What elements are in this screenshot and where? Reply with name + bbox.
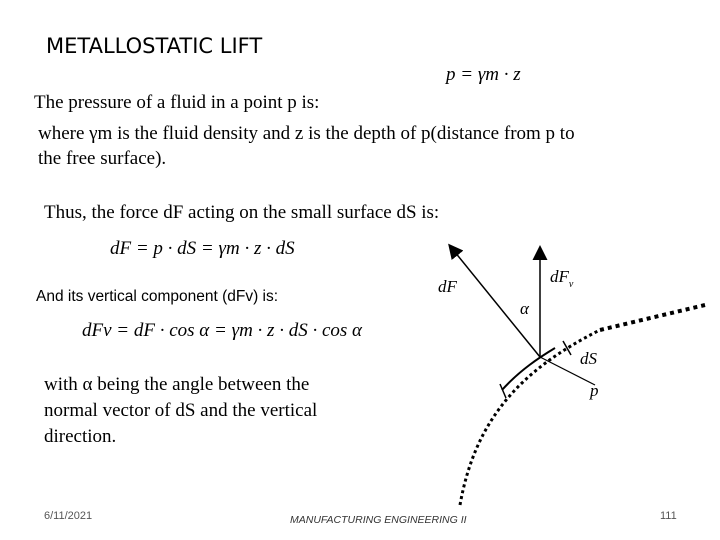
dotted-curve-lower [460,330,600,505]
footer-page-number: 111 [660,510,677,522]
label-p: p [590,381,599,400]
label-alpha: α [520,299,529,318]
alpha-line-1: with α being the angle between the [44,374,310,395]
label-dF: dF [438,277,457,296]
surface-element [502,348,555,390]
vertical-equation: dFv = dF · cos α = γm · z · dS · cos α [82,320,362,341]
force-text: Thus, the force dF acting on the small surface dS is: [44,202,440,223]
label-dS: dS [580,349,597,368]
footer-date: 6/11/2021 [44,510,93,522]
pressure-equation [446,64,521,86]
alpha-line-3: direction. [44,426,117,447]
label-dFv [550,267,574,290]
pressure-equation-text: p = γm · z [446,64,521,85]
pressure-text: The pressure of a fluid in a point p is: [34,92,320,113]
vertical-component-text: And its vertical component (dFv) is: [36,288,279,305]
label-dFv-sub: v [568,279,574,290]
dotted-curve-upper [600,305,705,330]
force-diagram [420,230,720,515]
label-dFv-main: dF [550,267,569,286]
slide-title: METALLOSTATIC LIFT [46,34,263,58]
where-line-2: the free surface). [38,148,167,169]
footer-course: MANUFACTURING ENGINEERING II [290,514,467,526]
alpha-line-2: normal vector of dS and the vertical [44,400,318,421]
force-equation: dF = p · dS = γm · z · dS [110,238,295,259]
where-line-1: where γm is the fluid density and z is the depth of p(distance from p to [38,123,575,144]
